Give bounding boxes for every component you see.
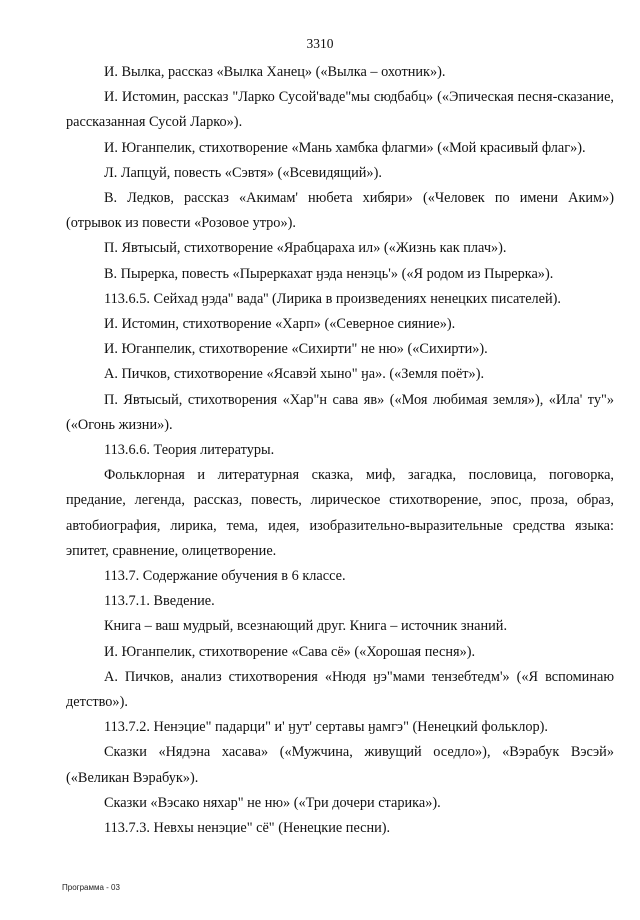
paragraph: П. Явтысый, стихотворения «Хар"н сава яв» («Моя любимая земля»), «Ила' ту"» («Огонь жизни»). (66, 391, 614, 433)
document-body (66, 60, 614, 841)
page-number: 3310 (306, 36, 334, 51)
paragraph: А. Пичков, стихотворение «Ясавэй хыно" ӈа». («Земля поёт»). (104, 366, 485, 383)
paragraph: Фольклорная и литературная сказка, миф, загадка, пословица, поговорка, предание, легенда, рассказ, повесть, лирическое стихотворение, эпос, проза, образ, автобиография, лирика, тема, идея, изобразительно-выразительные средства языка: эпитет, сравнение, олицетворение. (66, 467, 614, 559)
section-heading: 113.6.5. Сейхад ӈэда'' вада'' (Лирика в произведениях ненецких писателей). (104, 290, 562, 307)
paragraph: И. Вылка, рассказ «Вылка Ханец» («Вылка – охотник»). (104, 64, 446, 80)
section-heading: 113.7. Содержание обучения в 6 классе. (104, 568, 346, 585)
section-heading: 113.6.6. Теория литературы. (104, 442, 275, 459)
paragraph: Сказки «Нядэна хасава» («Мужчина, живущий оседло»), «Вэрабук Вэсэй» («Великан Вэрабук»). (66, 744, 614, 786)
paragraph: П. Явтысый, стихотворение «Ярабцараха ил» («Жизнь как плач»). (104, 240, 507, 257)
paragraph: В. Ледков, рассказ «Акимам' нюбета хибяри» («Человек по имени Аким») (отрывок из повести «Розовое утро»). (66, 190, 614, 232)
section-heading: 113.7.2. Ненэцие" падарци" и' ӈут' сертавы ӈамгэ" (Ненецкий фольклор). (104, 719, 548, 736)
footer-label: Программа - 03 (62, 883, 120, 892)
paragraph: Книга – ваш мудрый, всезнающий друг. Книга – источник знаний. (104, 618, 508, 635)
section-heading: 113.7.3. Невхы ненэцие" сё" (Ненецкие песни). (104, 820, 391, 837)
paragraph: И. Юганпелик, стихотворение «Мань хамбка флагми» («Мой красивый флаг»). (104, 139, 586, 156)
paragraph: В. Пыреркa, повесть «Пыреркахат ӈэда ненэць'» («Я родом из Пырерка»). (104, 265, 554, 282)
paragraph: И. Истомин, стихотворение «Харп» («Северное сияние»). (104, 316, 456, 333)
paragraph: Сказки «Вэсако няхар" не ню» («Три дочери старика»). (104, 794, 441, 811)
paragraph: И. Юганпелик, стихотворение «Сихирти" не ню» («Сихирти»). (104, 341, 488, 358)
section-heading: 113.7.1. Введение. (104, 593, 215, 610)
paragraph: А. Пичков, анализ стихотворения «Нюдя ӈэ"мами тензебтедм'» («Я вспоминаю детство»). (66, 668, 614, 711)
paragraph: И. Истомин, рассказ "Ларко Сусой'ваде"мы сюдбабц» («Эпическая песня-сказание, рассказанная Сусой Ларко»). (66, 89, 614, 131)
paragraph: Л. Лапцуй, повесть «Сэвтя» («Всевидящий»). (104, 164, 382, 181)
paragraph: И. Юганпелик, стихотворение «Сава сё» («Хорошая песня»). (104, 643, 476, 660)
